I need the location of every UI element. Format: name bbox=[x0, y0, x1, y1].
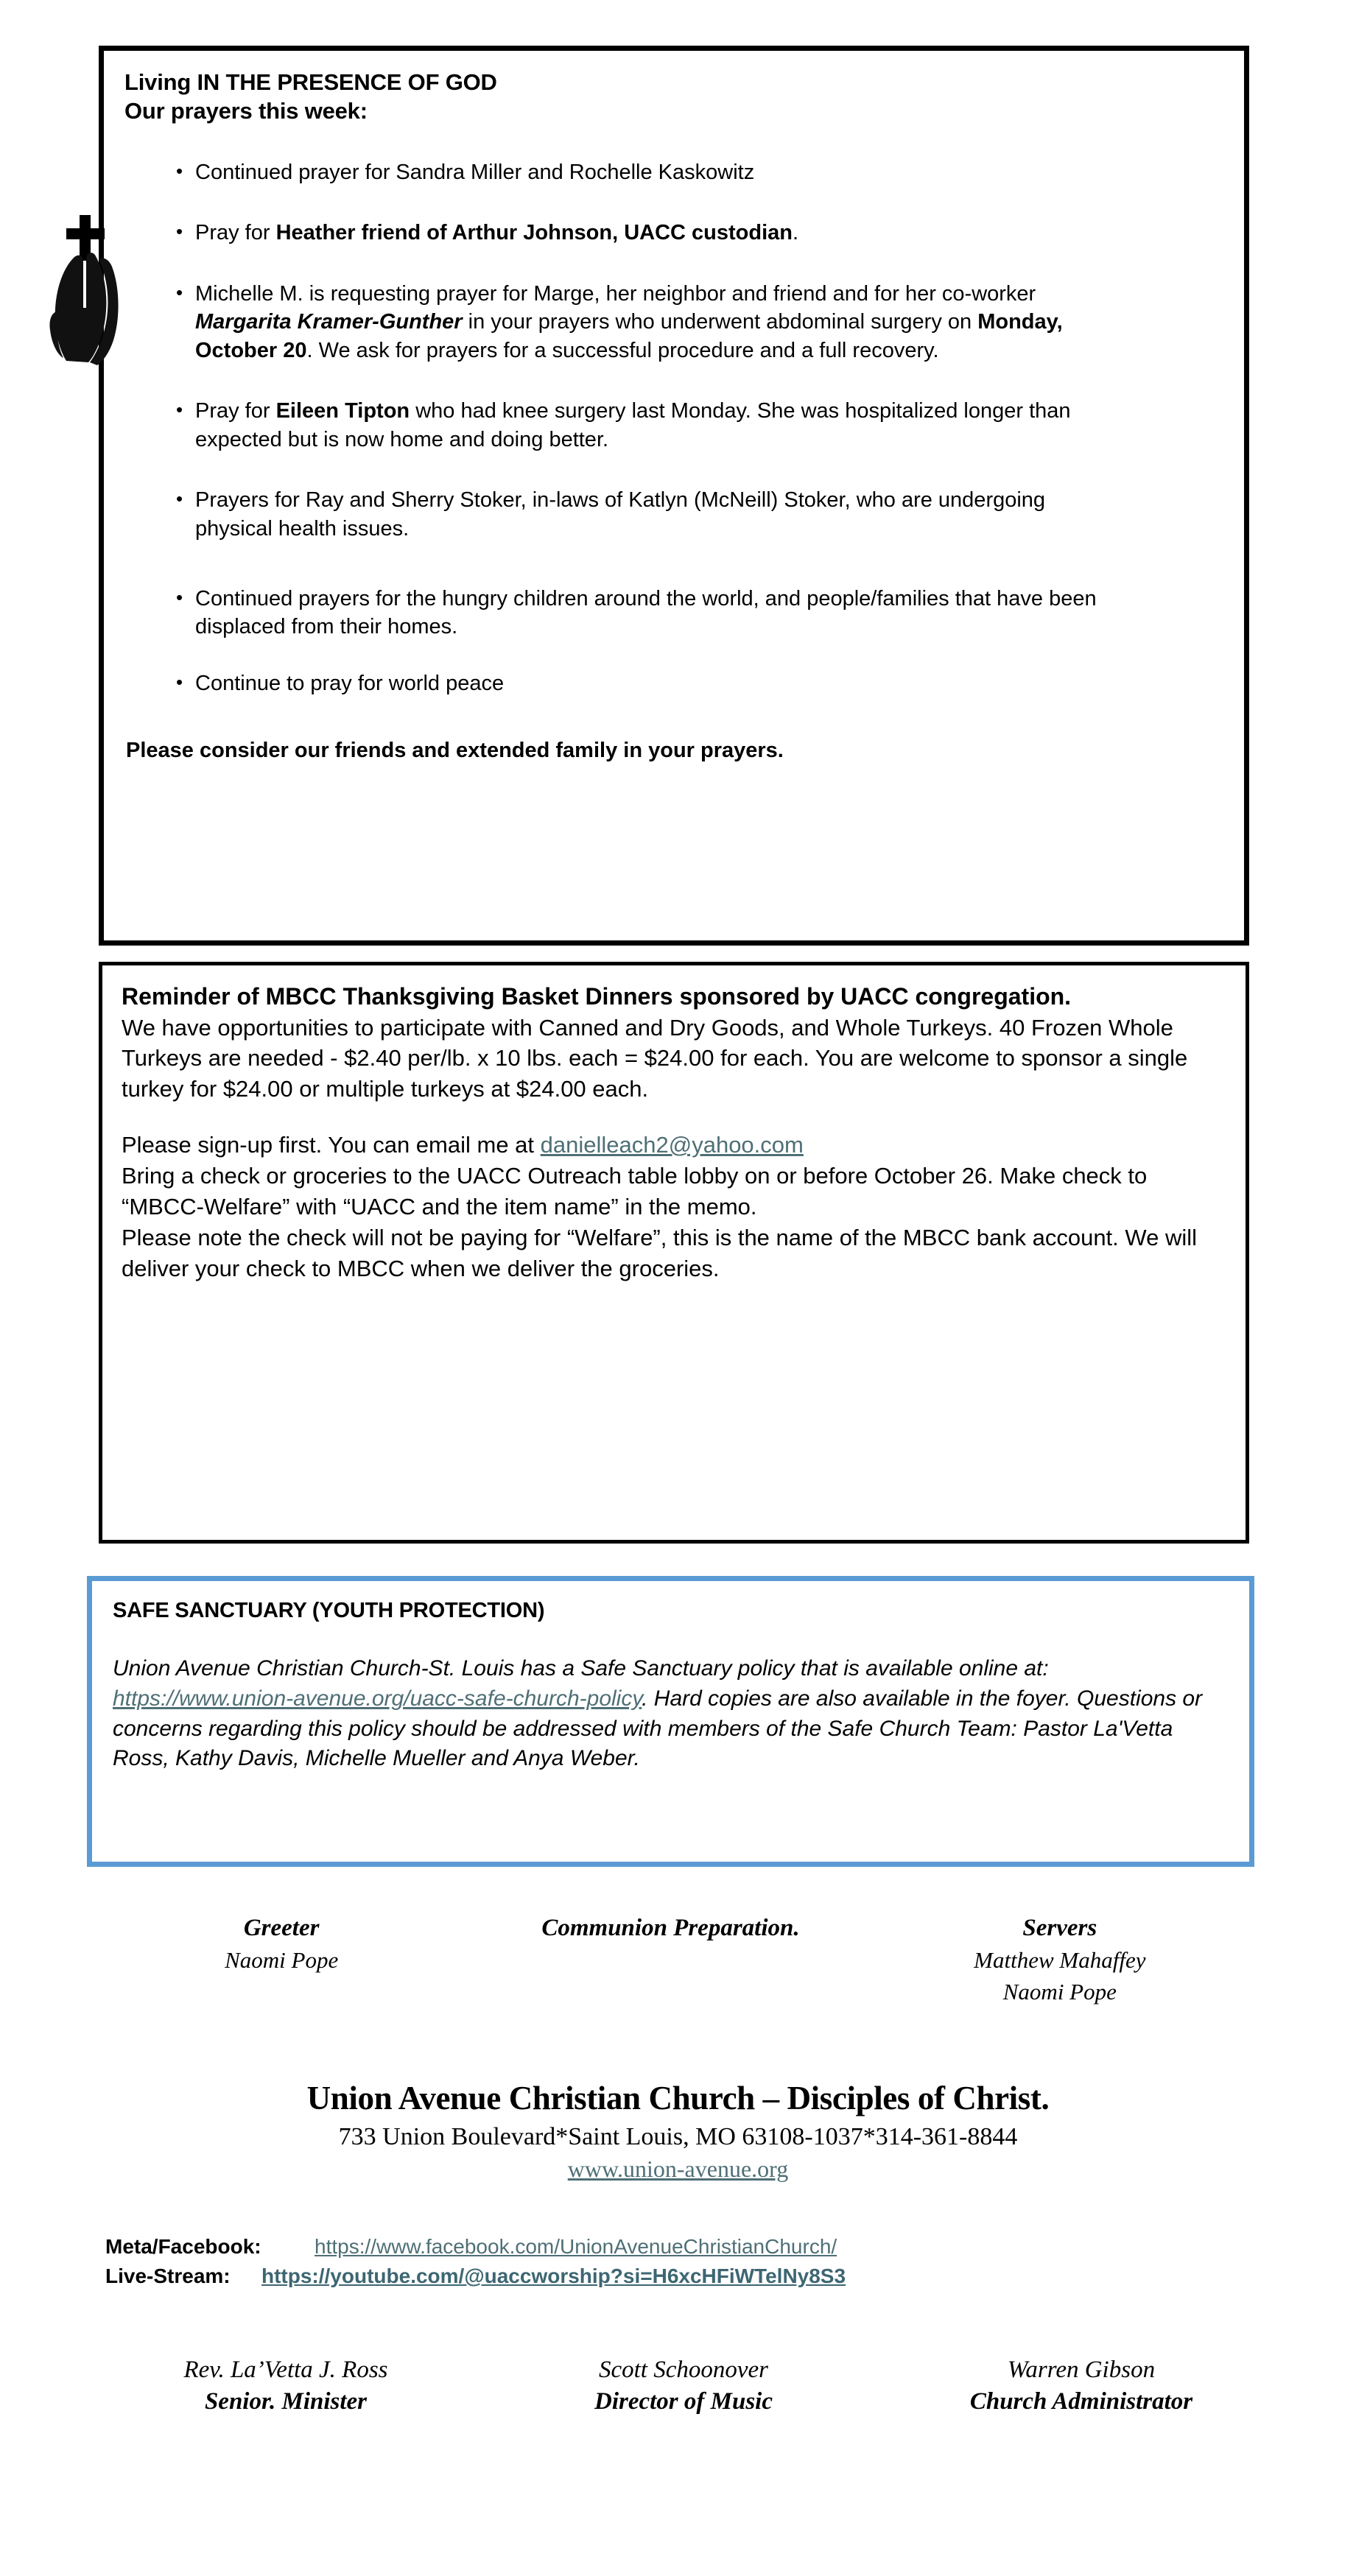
prayer-section bbox=[99, 46, 1249, 946]
church-identity bbox=[0, 2079, 1356, 2183]
staff-column bbox=[87, 2357, 485, 2415]
safe-sanctuary-body bbox=[113, 1654, 1227, 1774]
spacer bbox=[122, 1105, 1226, 1130]
role-title: Communion Preparation. bbox=[541, 1915, 800, 1941]
safe-sanctuary-section bbox=[87, 1576, 1254, 1867]
bullet-icon: • bbox=[176, 220, 183, 243]
praying-hands-icon bbox=[44, 214, 140, 368]
text-run: Pray for bbox=[195, 221, 276, 245]
role-column bbox=[865, 1915, 1254, 2005]
church-website-link[interactable]: www.union-avenue.org bbox=[567, 2156, 789, 2182]
staff-name: Warren Gibson bbox=[1007, 2357, 1156, 2383]
staff-role: Church Administrator bbox=[969, 2388, 1193, 2415]
prayer-item bbox=[124, 585, 1222, 641]
safe-body-prefix: Union Avenue Christian Church-St. Louis has a Safe Sanctuary policy that is available online at: bbox=[113, 1656, 1049, 1681]
bullet-icon: • bbox=[176, 488, 183, 510]
mbcc-paragraph-3: Please note the check will not be paying for “Welfare”, this is the name of the MBCC bank account. We will deliver your check to MBCC when we deliver the groceries. bbox=[122, 1224, 1197, 1281]
church-name: Union Avenue Christian Church – Disciples of Christ. bbox=[306, 2080, 1050, 2116]
text-run: Margarita Kramer-Gunther bbox=[195, 310, 463, 334]
text-run: Monday, October 20 bbox=[195, 310, 1063, 362]
bullet-icon: • bbox=[176, 159, 183, 182]
prayer-item-text bbox=[195, 158, 1109, 187]
facebook-row bbox=[105, 2235, 1254, 2259]
prayer-item bbox=[124, 397, 1222, 454]
prayer-item bbox=[124, 219, 1222, 247]
text-run: . bbox=[793, 221, 799, 245]
prayer-heading-line1: Living IN THE PRESENCE OF GOD bbox=[124, 69, 497, 95]
bullet-icon: • bbox=[176, 398, 183, 421]
prayer-item-text bbox=[195, 280, 1109, 365]
text-run: Continue to pray for world peace bbox=[195, 671, 505, 695]
staff-role: Senior. Minister bbox=[204, 2388, 368, 2415]
safe-body-suffix: . Hard copies are also available in the foyer. Questions or concerns regarding this policy should be addressed with members of the Safe Church Team: Pastor La'Vetta Ross, Kathy Davis, Michelle Mueller and Anya Weber. bbox=[113, 1686, 1203, 1771]
prayer-item bbox=[124, 486, 1222, 543]
prayer-item bbox=[124, 158, 1222, 187]
staff-row bbox=[87, 2357, 1280, 2415]
social-links bbox=[105, 2235, 1254, 2294]
prayer-item bbox=[124, 669, 1222, 698]
prayer-item-text bbox=[195, 486, 1109, 543]
facebook-link[interactable]: https://www.facebook.com/UnionAvenueChristianChurch/ bbox=[315, 2235, 837, 2258]
prayer-heading bbox=[124, 68, 1222, 126]
email-link[interactable]: danielleach2@yahoo.com bbox=[540, 1132, 804, 1158]
text-run: Heather friend of Arthur Johnson, UACC custodian bbox=[275, 221, 793, 245]
bullet-icon: • bbox=[176, 670, 183, 693]
prayer-footer: Please consider our friends and extended family in your prayers. bbox=[126, 739, 784, 763]
livestream-link[interactable]: https://youtube.com/@uaccworship?si=H6xcHFiWTelNy8S3 bbox=[261, 2264, 846, 2287]
livestream-row bbox=[105, 2264, 1254, 2288]
safe-sanctuary-title: SAFE SANCTUARY (YOUTH PROTECTION) bbox=[113, 1599, 545, 1622]
text-run: Michelle M. is requesting prayer for Marge, her neighbor and friend and for her co-worker bbox=[195, 281, 1036, 306]
mbcc-signup-line bbox=[122, 1130, 1226, 1161]
role-person-name: Naomi Pope bbox=[1002, 1979, 1117, 2005]
role-person-name: Matthew Mahaffey bbox=[974, 1947, 1146, 1973]
text-run: Continued prayer for Sandra Miller and Rochelle Kaskowitz bbox=[195, 160, 755, 184]
role-title: Greeter bbox=[243, 1915, 320, 1941]
staff-role: Director of Music bbox=[594, 2388, 773, 2415]
bullet-icon: • bbox=[176, 281, 183, 303]
mbcc-signup-prefix: Please sign-up first. You can email me at bbox=[122, 1132, 541, 1158]
prayer-list bbox=[124, 158, 1222, 698]
prayer-item-text bbox=[195, 219, 1109, 247]
mbcc-paragraph-1: We have opportunities to participate with Canned and Dry Goods, and Whole Turkeys. 40 Frozen Whole Turkeys are needed - $2.40 per/lb. x 10 lbs. each = $24.00 for each. You are welcome to sponsor a single turkey for $24.00 or multiple turkeys at $24.00 each. bbox=[122, 1014, 1188, 1102]
text-run: . We ask for prayers for a successful procedure and a full recovery. bbox=[306, 338, 939, 362]
role-title: Servers bbox=[1022, 1915, 1097, 1941]
role-person-name: Naomi Pope bbox=[225, 1947, 339, 1973]
staff-column bbox=[882, 2357, 1280, 2415]
safe-policy-link[interactable]: https://www.union-avenue.org/uacc-safe-church-policy bbox=[113, 1686, 642, 1711]
staff-name: Rev. La’Vetta J. Ross bbox=[183, 2357, 388, 2383]
staff-name: Scott Schoonover bbox=[598, 2357, 769, 2383]
church-website-link-wrap bbox=[0, 2156, 1356, 2183]
mbcc-thanksgiving-section bbox=[99, 962, 1249, 1544]
church-address: 733 Union Boulevard*Saint Louis, MO 63108-1037*314-361-8844 bbox=[338, 2123, 1018, 2150]
livestream-label: Live-Stream: bbox=[105, 2264, 231, 2287]
bullet-icon: • bbox=[176, 585, 183, 608]
prayer-item-text bbox=[195, 585, 1109, 641]
prayer-heading-line2: Our prayers this week: bbox=[124, 97, 368, 124]
worship-roles-row bbox=[87, 1915, 1254, 2005]
role-column bbox=[476, 1915, 865, 2005]
text-run: Continued prayers for the hungry children around the world, and people/families that have been displaced from their homes. bbox=[195, 586, 1097, 639]
text-run: Pray for bbox=[195, 399, 276, 423]
mbcc-paragraph-2: Bring a check or groceries to the UACC Outreach table lobby on or before October 26. Make check to “MBCC-Welfare” with “UACC and the item name” in the memo. bbox=[122, 1162, 1148, 1220]
text-run: Prayers for Ray and Sherry Stoker, in-laws of Katlyn (McNeill) Stoker, who are undergoing physical health issues. bbox=[195, 488, 1046, 541]
text-run: Eileen Tipton bbox=[275, 399, 410, 423]
text-run: in your prayers who underwent abdominal surgery on bbox=[462, 310, 978, 334]
prayer-item-text bbox=[195, 669, 1109, 698]
role-column bbox=[87, 1915, 476, 2005]
text-run: who had knee surgery last Monday. She was hospitalized longer than expected but is now home and doing better. bbox=[195, 399, 1071, 451]
prayer-item bbox=[124, 280, 1222, 365]
staff-column bbox=[485, 2357, 882, 2415]
prayer-item-text bbox=[195, 397, 1109, 454]
mbcc-title: Reminder of MBCC Thanksgiving Basket Dinners sponsored by UACC congregation. bbox=[122, 983, 1072, 1010]
facebook-label: Meta/Facebook: bbox=[105, 2235, 261, 2258]
